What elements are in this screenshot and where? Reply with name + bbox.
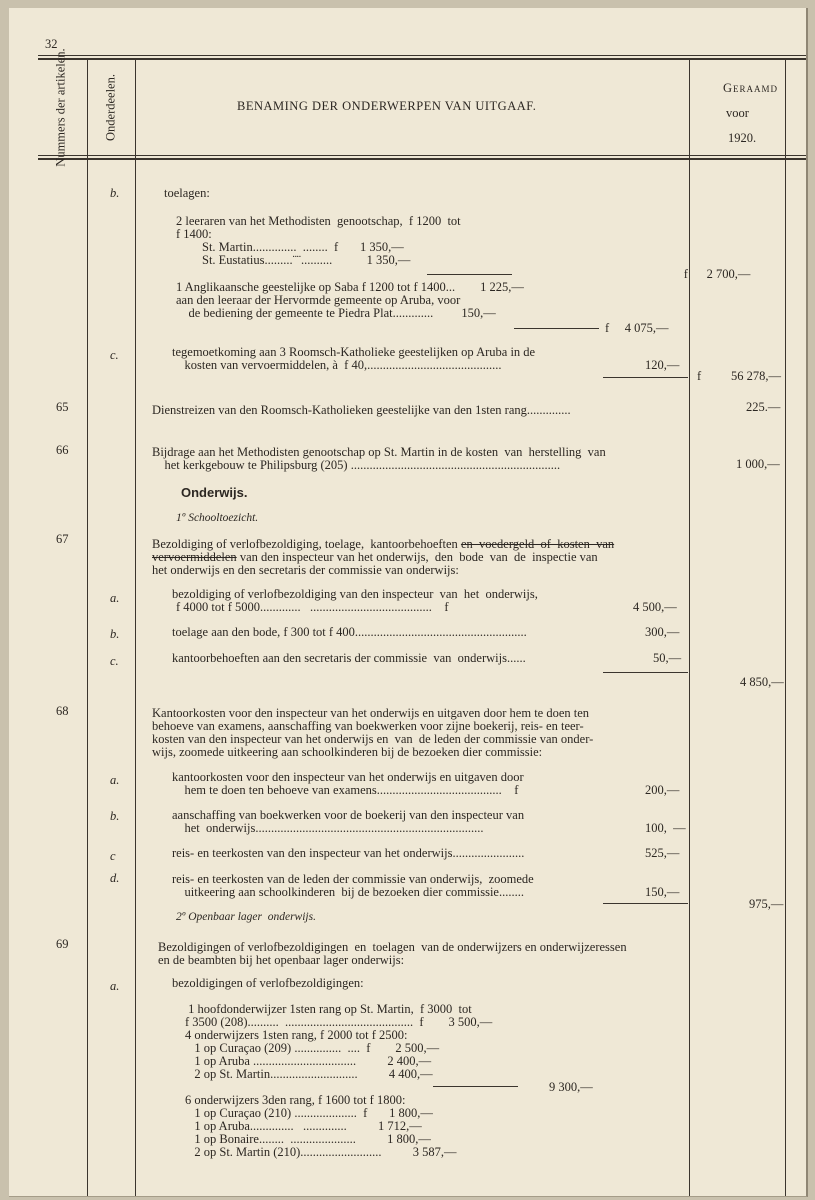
text-line: 2 leeraren van het Methodisten genootschap, f 1200 tot	[176, 214, 461, 228]
text-line: 1 op Curaçao (210) .................... f 1 800,—	[185, 1106, 433, 1120]
article-number: 66	[56, 443, 69, 457]
document-page	[9, 8, 808, 1197]
text-line: en de beambten bij het openbaar lager onderwijs:	[158, 953, 405, 967]
header-title: BENAMING DER ONDERWERPEN VAN UITGAAF.	[237, 99, 537, 113]
subtotal-amount: 9 300,—	[549, 1080, 593, 1094]
text-line: Kantoorkosten voor den inspecteur van het onderwijs en uitgaven door hem te doen ten	[152, 706, 590, 720]
article-number: 69	[56, 937, 69, 951]
subdivision-letter: b.	[110, 809, 120, 823]
subdivision-letter: a.	[110, 591, 120, 605]
article-number: 68	[56, 704, 69, 718]
text-line: Dienstreizen van den Roomsch-Katholieken geestelijke van den 1sten rang..............	[152, 403, 571, 417]
subdivision-letter: d.	[110, 871, 120, 885]
header-budget-for: voor	[726, 106, 749, 120]
text-line: 1 op Aruba ................................. 2 400,—	[185, 1054, 432, 1068]
text-line: tegemoetkoming aan 3 Roomsch-Katholieke geestelijken op Aruba in de	[172, 345, 536, 359]
text-line: 4 onderwijzers 1sten rang, f 2000 tot f 2500:	[185, 1028, 408, 1042]
text-line: 1 hoofdonderwijzer 1sten rang op St. Martin, f 3000 tot	[185, 1002, 472, 1016]
amount: 50,—	[653, 651, 682, 665]
subtotal-rule	[427, 274, 512, 275]
text-line: vervoermiddelen van den inspecteur van het onderwijs, den bode van de inspectie van	[152, 550, 598, 564]
currency-symbol: f	[697, 369, 702, 383]
text-line: wijs, zoomede uitkeering aan schoolkinderen bij de bezoeken dier commissie:	[152, 745, 543, 759]
subdivision-letter: c.	[110, 654, 119, 668]
header-rule-bottom	[38, 155, 806, 156]
sub-heading: 2º Openbaar lager onderwijs.	[176, 911, 316, 923]
amount: 200,—	[645, 783, 680, 797]
text-line: toelagen:	[164, 186, 210, 200]
text-line: de bediening der gemeente te Piedra Plat............. 150,—	[176, 306, 496, 320]
text-line: het onderwijs.........................................................................	[172, 821, 484, 835]
sub-heading: 1º Schooltoezicht.	[176, 512, 259, 524]
subtotal-amount: f 4 075,—	[605, 321, 669, 335]
text-line: 2 op St. Martin............................ 4 400,—	[185, 1067, 433, 1081]
text-line: reis- en teerkosten van den inspecteur van het onderwijs.......................	[172, 846, 525, 860]
column-line-2	[135, 58, 136, 1196]
subtotal-rule	[603, 672, 688, 673]
text-line: f 1400:	[176, 227, 212, 241]
text-line: Bezoldiging of verlofbezoldiging, toelage, kantoorbehoeften en voedergeld of kosten van	[152, 537, 615, 551]
text-line: 2 op St. Martin (210).......................... 3 587,—	[185, 1145, 457, 1159]
text-line: kosten van den inspecteur van het onderwijs en van de leden der commissie van onder-	[152, 732, 594, 746]
text-line: aanschaffing van boekwerken voor de boekerij van den inspecteur van	[172, 808, 525, 822]
page-number: 32	[45, 37, 58, 51]
text-line: kantoorbehoeften aan den secretaris der commissie van onderwijs......	[172, 651, 526, 665]
subtotal-rule	[603, 903, 688, 904]
text-line: hem te doen ten behoeve van examens........................................ f	[172, 783, 519, 797]
amount: 525,—	[645, 846, 680, 860]
text-line: bezoldigingen of verlofbezoldigingen:	[172, 976, 364, 990]
budget-amount: 56 278,—	[731, 369, 781, 383]
amount: 150,—	[645, 885, 680, 899]
budget-amount: 225.—	[746, 400, 781, 414]
text-line: reis- en teerkosten van de leden der commissie van onderwijs, zoomede	[172, 872, 534, 886]
text-line: toelage aan den bode, f 300 tot f 400.......................................................	[172, 625, 527, 639]
text-line: 1 op Aruba.............. .............. 1 712,—	[185, 1119, 422, 1133]
text-line: het kerkgebouw te Philipsburg (205) ...................................................................	[152, 458, 561, 472]
subdivision-letter: a.	[110, 773, 120, 787]
subtotal-amount: f 2 700,—	[515, 267, 751, 281]
text-line: aan den leeraar der Hervormde gemeente op Aruba, voor	[176, 293, 461, 307]
text-line: behoeve van examens, aanschaffing van boekwerken voor zijne boekerij, reis- en teer-	[152, 719, 584, 733]
header-rule-top	[38, 55, 806, 56]
text-line: het onderwijs en den secretaris der commissie van onderwijs:	[152, 563, 459, 577]
header-budget-label: Geraamd	[723, 81, 779, 95]
amount: 120,—	[645, 358, 680, 372]
text-line: kosten van vervoermiddelen, à f 40,...........................................	[172, 358, 502, 372]
amount: 4 500,—	[633, 600, 677, 614]
text-line: 1 op Curaçao (209) ............... .... f 2 500,—	[185, 1041, 440, 1055]
text-line: kantoorkosten voor den inspecteur van het onderwijs en uitgaven door	[172, 770, 524, 784]
section-heading: Onderwijs.	[181, 485, 248, 500]
budget-amount: 4 850,—	[740, 675, 784, 689]
text-line: f 3500 (208).......... ......................................... f 3 500,—	[185, 1015, 493, 1029]
text-line: St. Martin.............. ........ f 1 350,—	[202, 240, 404, 254]
subtotal-rule	[433, 1086, 518, 1087]
subdivision-letter: a.	[110, 979, 120, 993]
subtotal-rule	[514, 328, 599, 329]
amount: 100, —	[645, 821, 686, 835]
text-line: Bijdrage aan het Methodisten genootschap op St. Martin in de kosten van herstelling van	[152, 445, 606, 459]
subtotal-rule	[603, 377, 688, 378]
text-line: Bezoldigingen of verlofbezoldigingen en toelagen van de onderwijzers en onderwijzeressen	[158, 940, 627, 954]
subdivision-letter: b.	[110, 186, 120, 200]
column-line-1	[87, 58, 88, 1196]
header-subdivisions: Onderdeelen.	[103, 74, 118, 141]
text-line: bezoldiging of verlofbezoldiging van den inspecteur van het onderwijs,	[172, 587, 538, 601]
subdivision-letter: c.	[110, 348, 119, 362]
text-line: 6 onderwijzers 3den rang, f 1600 tot f 1800:	[185, 1093, 406, 1107]
budget-amount: 975,—	[749, 897, 784, 911]
text-line: uitkeering aan schoolkinderen bij de bezoeken dier commissie........	[172, 885, 524, 899]
header-rule-top-thick	[38, 58, 806, 60]
column-line-3	[689, 58, 690, 1196]
subdivision-letter: c	[110, 849, 116, 863]
article-number: 65	[56, 400, 69, 414]
text-line: f 4000 tot f 5000............. ....................................... f	[176, 600, 449, 614]
text-line: 1 op Bonaire........ ..................... 1 800,—	[185, 1132, 431, 1146]
header-budget-year: 1920.	[728, 131, 757, 145]
subdivision-letter: b.	[110, 627, 120, 641]
header-rule-bottom-thick	[38, 158, 806, 160]
text-line: 1 Anglikaansche geestelijke op Saba f 1200 tot f 1400... 1 225,—	[176, 280, 524, 294]
text-line: St. Eustatius.........¨¨.......... 1 350,—	[202, 253, 411, 267]
column-line-4	[785, 58, 786, 1196]
article-number: 67	[56, 532, 69, 546]
header-article-numbers: Nummers der artikelen.	[53, 48, 68, 167]
amount: 300,—	[645, 625, 680, 639]
budget-amount: 1 000,—	[736, 457, 780, 471]
